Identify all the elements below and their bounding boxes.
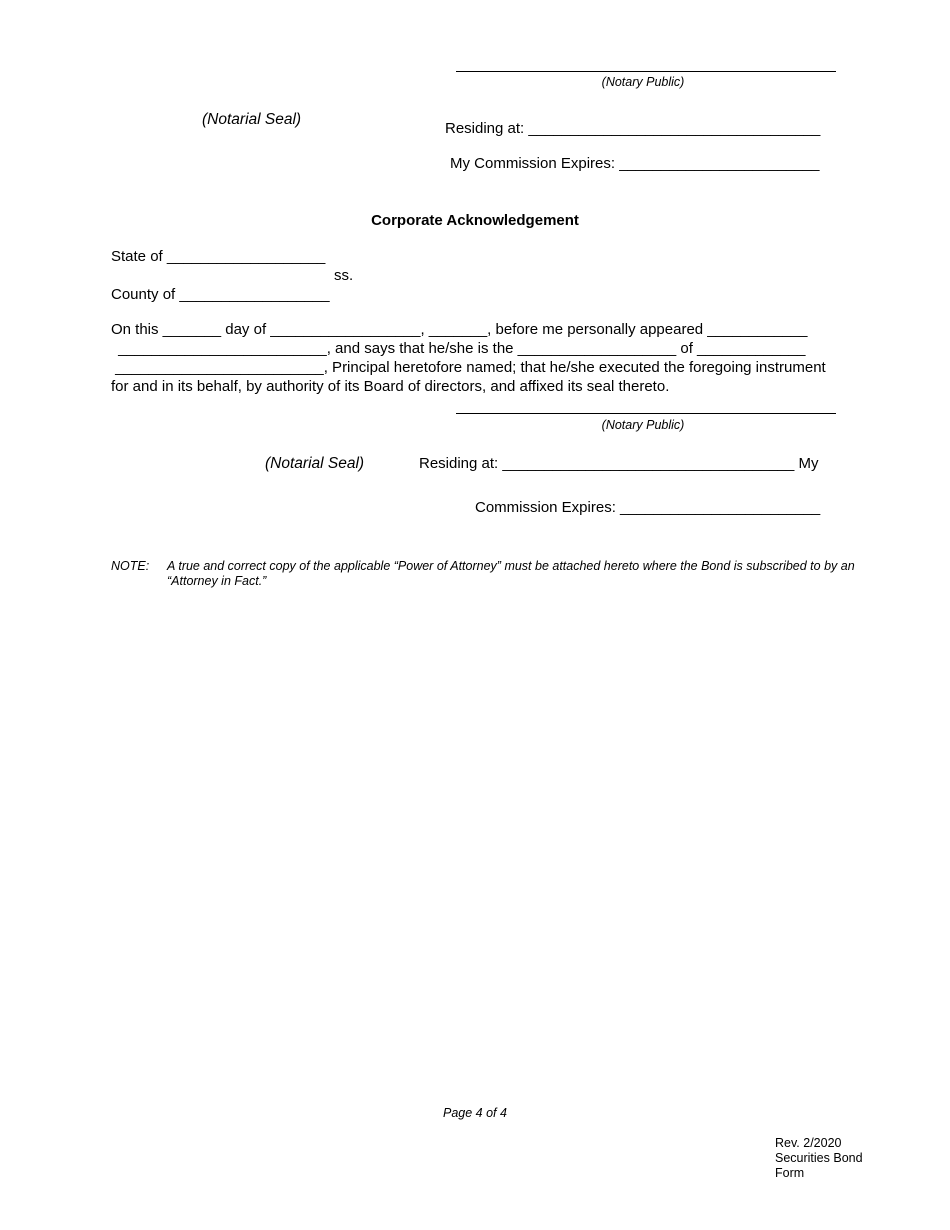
notary-public-caption-2: (Notary Public) [601,418,685,432]
residing-at-field-2[interactable]: Residing at: ___________________________________ My [419,455,819,472]
notary-signature-line-1 [456,71,836,72]
revision-label [775,1136,863,1181]
acknowledgement-paragraph-line: On this _______ day of __________________, _______, before me personally appeared ____________ [111,321,808,338]
acknowledgement-paragraph-line: for and in its behalf, by authority of its Board of directors, and affixed its seal thereto. [111,378,670,395]
revision-line: Securities Bond [775,1151,863,1165]
residing-at-field-1[interactable]: Residing at: ___________________________________ [445,120,821,137]
notary-signature-line-2 [456,413,836,414]
acknowledgement-paragraph-line: _________________________, and says that he/she is the ___________________ of _____________ [114,340,806,357]
page-number: Page 4 of 4 [443,1106,507,1120]
notary-public-caption-1: (Notary Public) [601,75,685,89]
commission-expires-field-1[interactable]: My Commission Expires: ________________________ [450,155,820,172]
notarial-seal-label-2: (Notarial Seal) [265,455,365,472]
commission-expires-field-2[interactable]: Commission Expires: ________________________ [475,499,821,516]
revision-line: Form [775,1166,805,1180]
revision-line: Rev. 2/2020 [775,1136,842,1150]
note-label: NOTE: [111,559,150,573]
note-text: A true and correct copy of the applicable “Power of Attorney” must be attached hereto where the Bond is subscribed to by an “Attorney in Fact.” [167,559,855,588]
section-heading: Corporate Acknowledgement [371,212,579,229]
state-of-field[interactable]: State of ___________________ [111,248,326,265]
notarial-seal-label-1: (Notarial Seal) [202,111,302,128]
county-of-field[interactable]: County of __________________ [111,286,330,303]
acknowledgement-paragraph-line: _________________________, Principal heretofore named; that he/she executed the foregoing instrument [111,359,826,376]
ss-label: ss. [334,267,354,284]
